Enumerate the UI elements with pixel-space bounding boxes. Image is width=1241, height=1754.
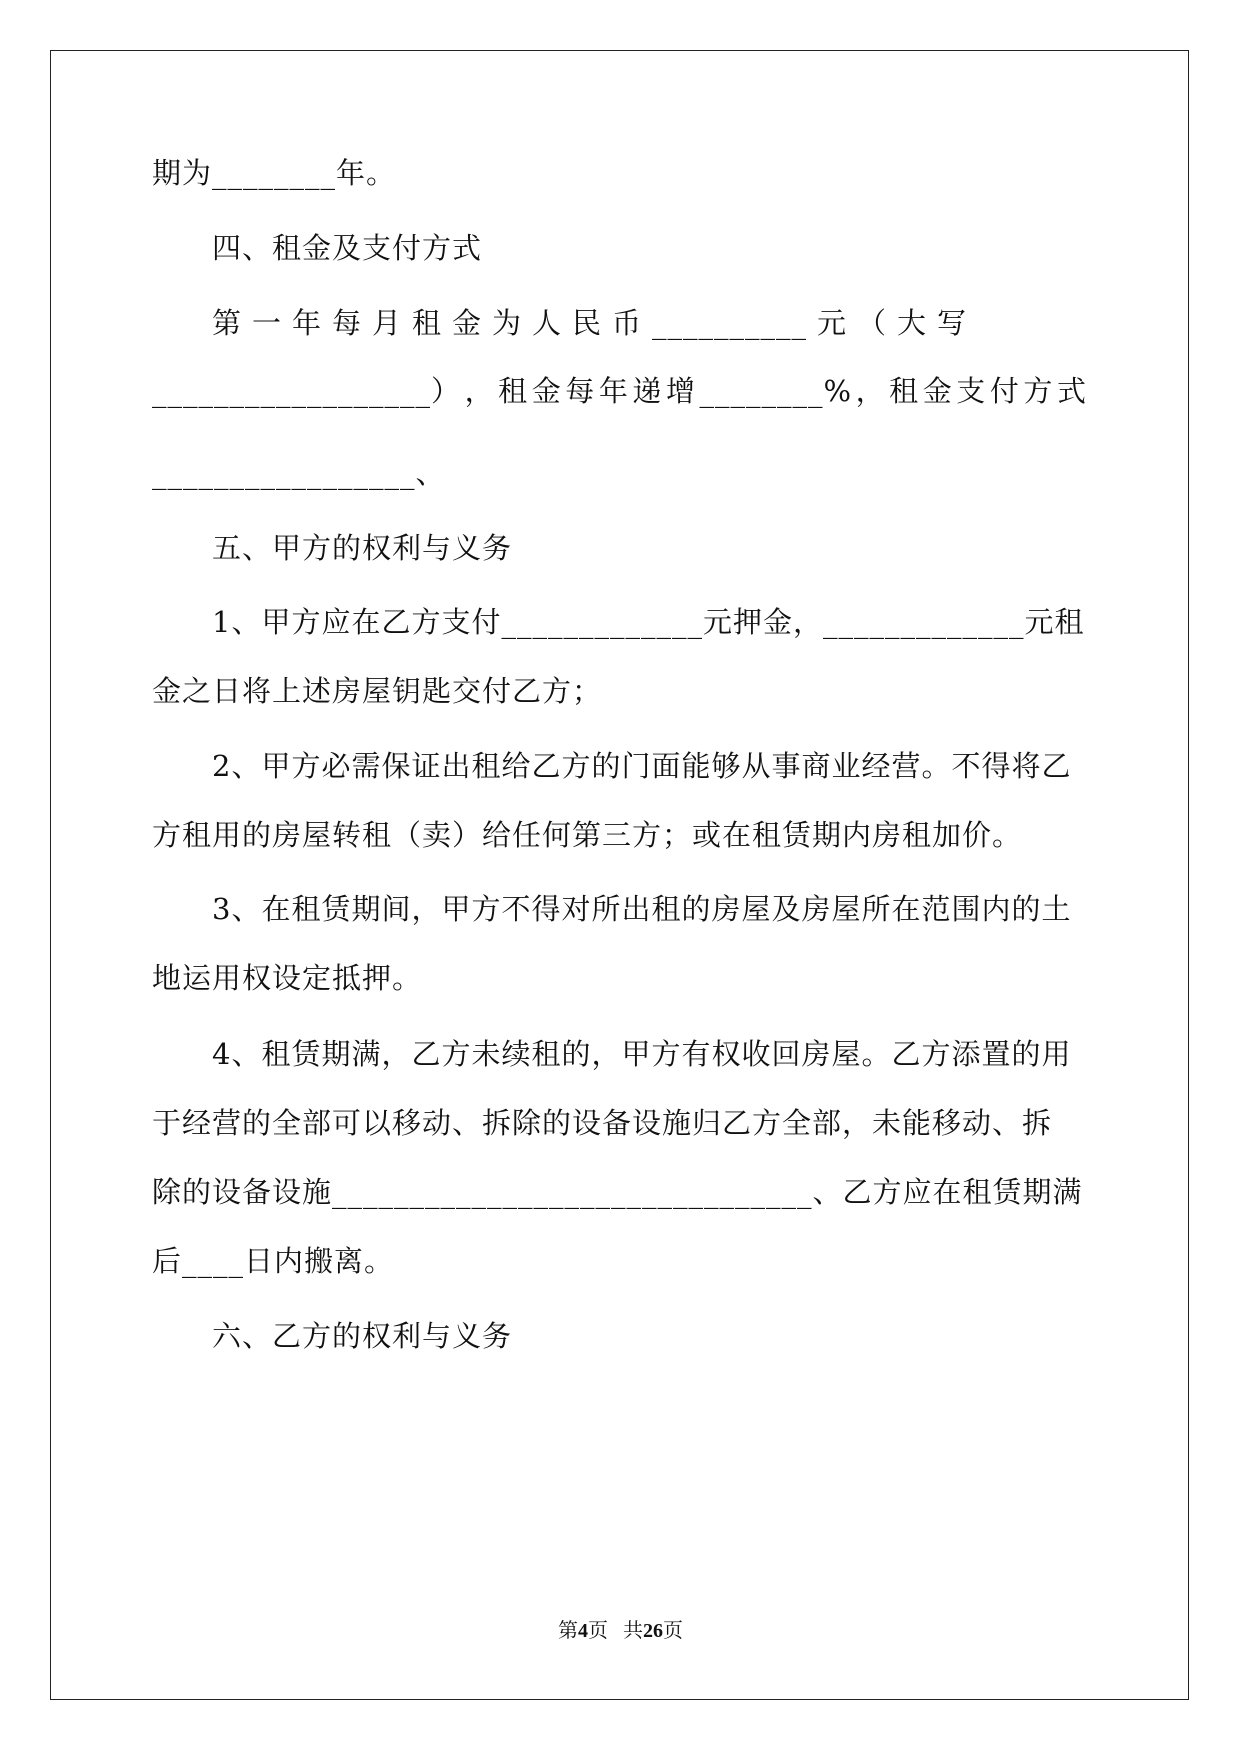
clause-a1-line-2: 金之日将上述房屋钥匙交付乙方； [152,674,603,708]
text-line-payment-blank: _________________、 [152,456,446,490]
clause-a1-line-1: 1、甲方应在乙方支付_____________元押金，_____________元租 [212,605,1085,639]
page-number: 4 [578,1620,588,1642]
clause-a4-line-4: 后____日内搬离。 [152,1244,395,1278]
page-border [50,50,1189,1700]
text-line-1: 期为________年。 [152,156,397,190]
section-heading-party-b: 六、乙方的权利与义务 [212,1319,513,1353]
clause-a3-line-1: 3、在租赁期间，甲方不得对所出租的房屋及房屋所在范围内的土 [212,892,1072,926]
text-line-rent-increase: __________________） ， 租 金 每 年 递 增 ________% ， 租 金 支 付 方 式 [152,374,1087,408]
total-pages: 26 [643,1620,663,1642]
text-line-rent-amount: 第 一 年 每 月 租 金 为 人 民 币 __________ 元 （ 大 写 [212,306,967,340]
section-heading-party-a: 五、甲方的权利与义务 [212,531,513,565]
section-heading-rent: 四、租金及支付方式 [212,231,483,265]
clause-a3-line-2: 地运用权设定抵押。 [152,961,423,995]
clause-a2-line-2: 方租用的房屋转租（卖）给任何第三方；或在租赁期内房租加价。 [152,818,1023,852]
clause-a4-line-2: 于经营的全部可以移动、拆除的设备设施归乙方全部，未能移动、拆 [152,1106,1053,1140]
page-footer: 第4页 共26页 [558,1620,683,1642]
clause-a2-line-1: 2、甲方必需保证出租给乙方的门面能够从事商业经营。不得将乙 [212,749,1072,783]
clause-a4-line-3: 除的设备设施_______________________________、乙方应在租赁期满 [152,1175,1083,1209]
clause-a4-line-1: 4、租赁期满，乙方未续租的，甲方有权收回房屋。乙方添置的用 [212,1037,1072,1071]
